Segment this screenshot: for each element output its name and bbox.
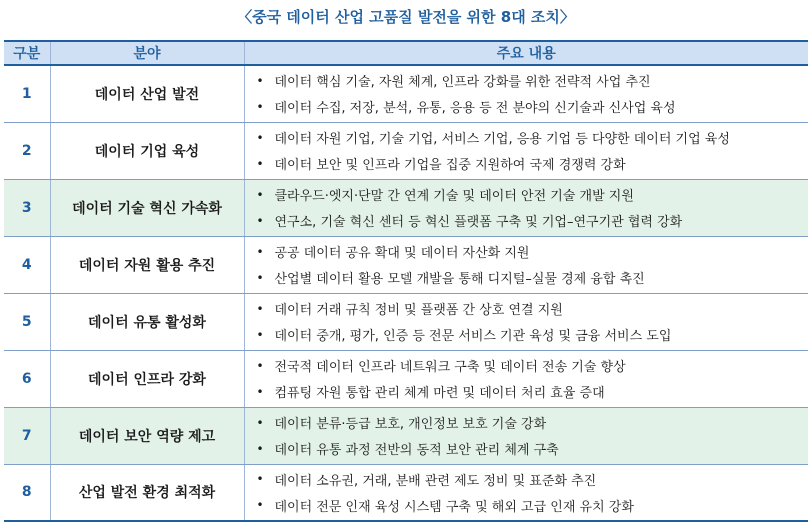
table-row: [4, 179, 808, 236]
content-item: [257, 68, 809, 94]
content-item-text: 연구소, 기술 혁신 센터 등 혁신 플랫폼 구축 및 기업–연구기관 협력 강화: [274, 215, 683, 230]
row-content: [244, 350, 808, 407]
row-content: [244, 407, 808, 464]
bullet-icon: •: [256, 415, 264, 430]
bullet-icon: •: [256, 187, 264, 202]
content-item: [257, 466, 809, 492]
content-item-text: 데이터 전문 인재 육성 시스템 구축 및 해외 고급 인재 유치 강화: [274, 499, 634, 515]
bullet-icon: •: [256, 472, 264, 487]
row-content: [244, 464, 808, 521]
row-content: [244, 179, 808, 236]
bullet-icon: •: [256, 270, 264, 285]
header-content: 주요 내용: [244, 41, 808, 65]
table-row: [4, 122, 808, 179]
table-row: [4, 407, 808, 464]
content-item-text: 데이터 중개, 평가, 인증 등 전문 서비스 기관 육성 및 금융 서비스 도입: [274, 329, 672, 344]
content-item-text: 클라우드·엣지·단말 간 연계 기술 및 데이터 안전 기술 개발 지원: [274, 189, 634, 204]
table-row: [4, 236, 808, 293]
content-item: [257, 492, 809, 518]
content-item: [257, 94, 809, 120]
content-item-text: 데이터 거래 규칙 정비 및 플랫폼 간 상호 연결 지원: [274, 303, 563, 318]
content-item: [257, 410, 809, 436]
table-row: [4, 65, 808, 122]
bullet-icon: •: [256, 156, 264, 171]
content-item-text: 산업별 데이터 활용 모델 개발을 통해 디지털–실물 경제 융합 촉진: [274, 272, 645, 287]
bullet-icon: •: [256, 130, 264, 145]
content-item: [257, 125, 809, 151]
bullet-icon: •: [256, 301, 264, 316]
table-row: [4, 293, 808, 350]
bullet-icon: •: [256, 244, 264, 259]
content-item: [257, 182, 809, 208]
row-number: 6: [4, 350, 50, 407]
row-content: [244, 122, 808, 179]
row-number: 2: [4, 122, 50, 179]
content-item: [257, 265, 809, 291]
content-item-text: 컴퓨팅 자원 통합 관리 체계 마련 및 데이터 처리 효율 증대: [274, 386, 605, 401]
header-field: 분야: [50, 41, 244, 65]
content-item: [257, 353, 809, 379]
row-number: 3: [4, 179, 50, 236]
bullet-icon: •: [256, 498, 264, 513]
row-content: [244, 236, 808, 293]
bullet-icon: •: [256, 358, 264, 373]
row-field: 데이터 자원 활용 추진: [50, 236, 244, 293]
bullet-icon: •: [256, 327, 264, 342]
row-content: [244, 293, 808, 350]
content-item-text: 공공 데이터 공유 확대 및 데이터 자산화 지원: [274, 246, 530, 261]
row-number: 7: [4, 407, 50, 464]
row-field: 데이터 산업 발전: [50, 65, 244, 122]
row-field: 산업 발전 환경 최적화: [50, 464, 244, 521]
bullet-icon: •: [256, 213, 264, 228]
content-item-text: 데이터 유통 과정 전반의 동적 보안 관리 체계 구축: [274, 443, 559, 458]
row-content: [244, 65, 808, 122]
measures-table: [4, 40, 808, 522]
row-field: 데이터 유통 활성화: [50, 293, 244, 350]
content-item-text: 데이터 수집, 저장, 분석, 유통, 응용 등 전 분야의 신기술과 신사업 육성: [274, 101, 676, 117]
table-header-row: [4, 41, 808, 65]
content-item-text: 데이터 소유권, 거래, 분배 관련 제도 정비 및 표준화 추진: [274, 473, 597, 489]
content-item-text: 데이터 분류·등급 보호, 개인정보 보호 기술 강화: [274, 417, 547, 432]
content-item-text: 데이터 핵심 기술, 자원 체계, 인프라 강화를 위한 전략적 사업 추진: [274, 75, 651, 91]
content-item: [257, 296, 809, 322]
content-item-text: 전국적 데이터 인프라 네트워크 구축 및 데이터 전송 기술 향상: [274, 360, 626, 375]
row-number: 1: [4, 65, 50, 122]
content-item: [257, 379, 809, 405]
content-item-text: 데이터 보안 및 인프라 기업을 집중 지원하여 국제 경쟁력 강화: [274, 158, 626, 173]
bullet-icon: •: [256, 99, 264, 114]
table-row: [4, 464, 808, 521]
bullet-icon: •: [256, 441, 264, 456]
row-number: 8: [4, 464, 50, 521]
row-field: 데이터 인프라 강화: [50, 350, 244, 407]
content-item: [257, 436, 809, 462]
row-number: 5: [4, 293, 50, 350]
row-field: 데이터 기술 혁신 가속화: [50, 179, 244, 236]
bullet-icon: •: [256, 73, 264, 88]
row-field: 데이터 기업 육성: [50, 122, 244, 179]
content-item-text: 데이터 자원 기업, 기술 기업, 서비스 기업, 응용 기업 등 다양한 데이터 기업 육성: [274, 132, 730, 147]
content-item: [257, 322, 809, 348]
table-row: [4, 350, 808, 407]
bullet-icon: •: [256, 384, 264, 399]
row-field: 데이터 보안 역량 제고: [50, 407, 244, 464]
content-item: [257, 208, 809, 234]
header-category: 구분: [4, 41, 50, 65]
page-title: 〈중국 데이터 산업 고품질 발전을 위한 8대 조치〉: [237, 8, 575, 26]
row-number: 4: [4, 236, 50, 293]
content-item: [257, 239, 809, 265]
content-item: [257, 151, 809, 177]
